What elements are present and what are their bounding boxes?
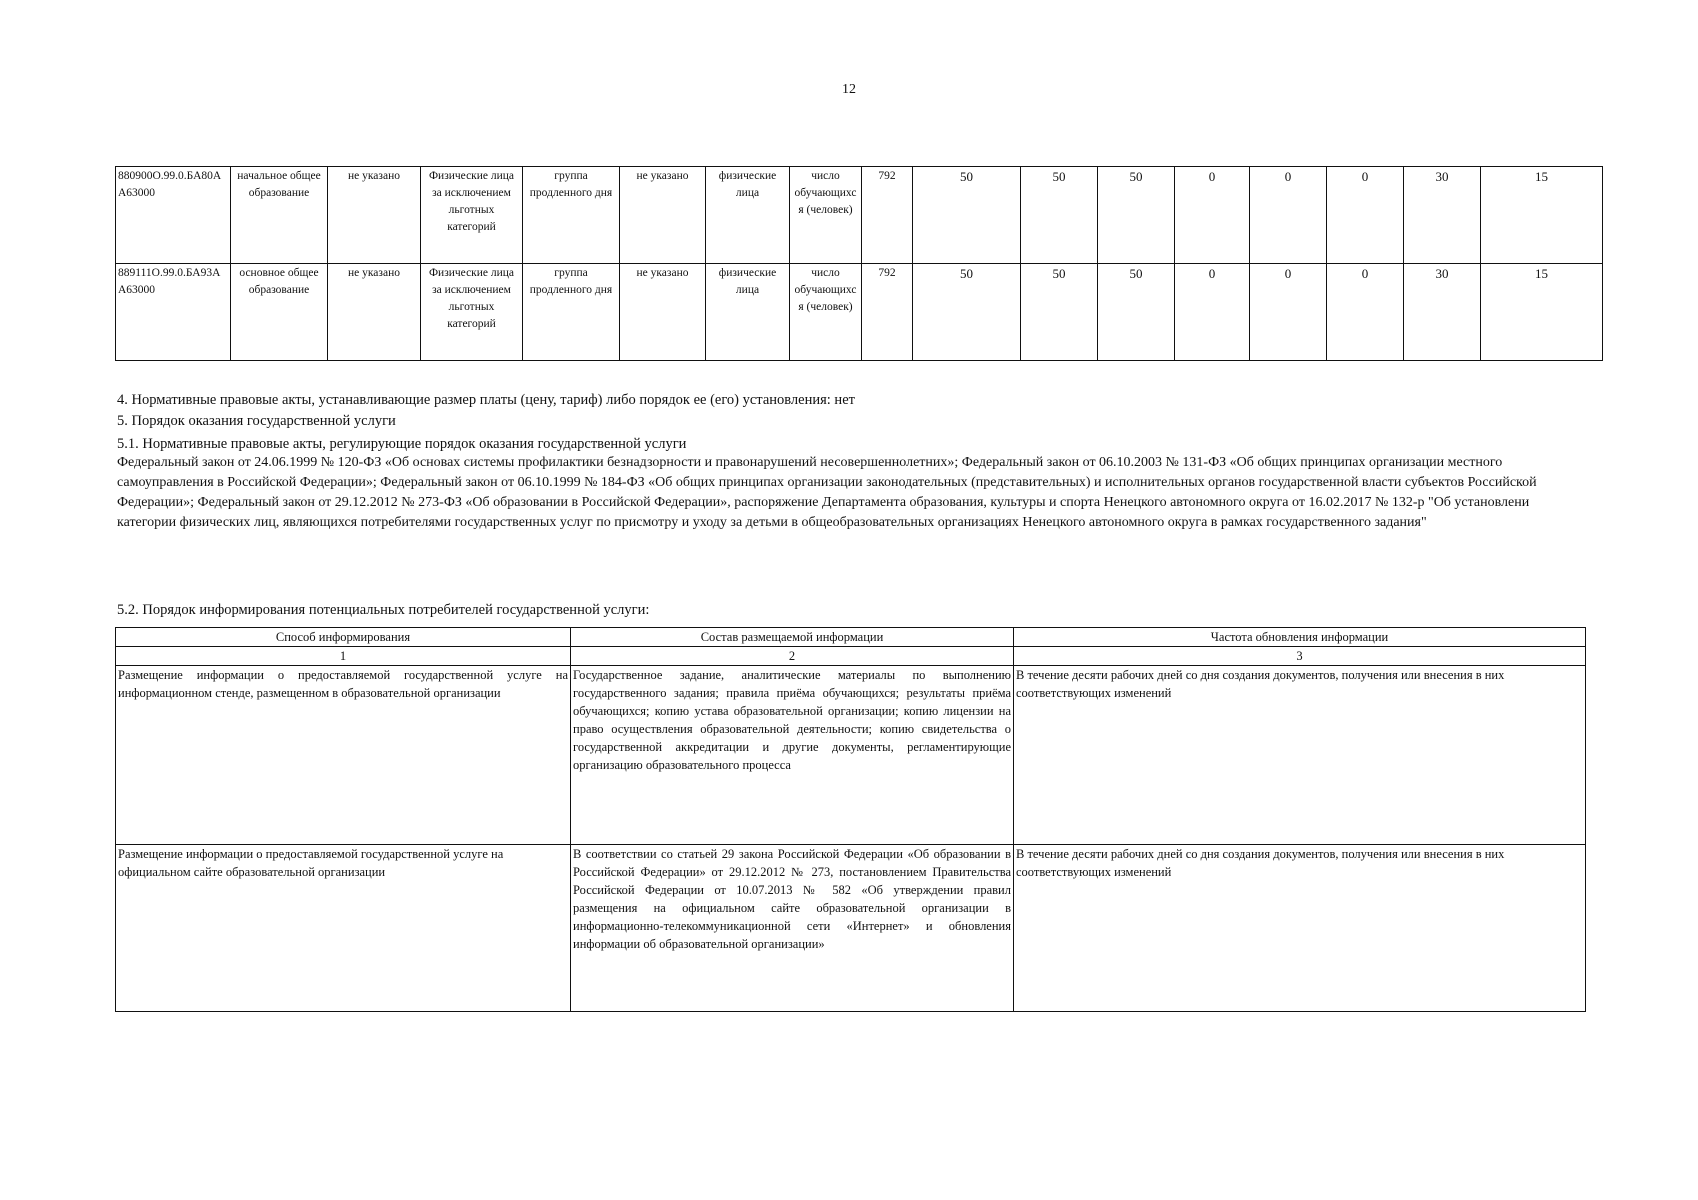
okei-code-cell: 792 <box>862 167 913 264</box>
value-cell: 50 <box>913 167 1021 264</box>
value-cell: 30 <box>1404 264 1481 361</box>
value-cell: 0 <box>1175 167 1250 264</box>
education-level-cell: начальное общее образование <box>231 167 328 264</box>
section-4-fees: 4. Нормативные правовые акты, устанавливающие размер платы (цену, тариф) либо порядок ее (его) установления: нет <box>117 392 855 408</box>
registry-code-cell: 880900О.99.0.БА80АА63000 <box>116 167 231 264</box>
group-cell: группа продленного дня <box>523 264 620 361</box>
column-number: 3 <box>1014 647 1586 666</box>
value-cell: 0 <box>1250 264 1327 361</box>
person-type-cell: физические лица <box>706 264 790 361</box>
regulatory-acts-text: Федеральный закон от 24.06.1999 № 120-ФЗ «Об основах системы профилактики безнадзорности и правонарушений несовершеннолетних»; Федеральный закон от 06.10.2003 № 131-ФЗ «Об общих принципах организации местного самоуправления в Российской Федерации»; Федеральный закон от 06.10.1999 № 184-ФЗ «Об общих принципах организации законодательных (представительных) и исполнительных органов государственной власти субъектов Российской Федерации»; Федеральный закон от 29.12.2012 № 273-ФЗ «Об образовании в Российской Федерации», распоряжение Департамента образования, культуры и спорта Ненецкого автономного округа от 16.02.2017 № 132-р "Об установлени категории физических лиц, являющихся потребителями государственных услуг по присмотру и уходу за детьми в общеобразовательных организациях Ненецкого автономного округа в рамках государственного задания" <box>117 455 1537 530</box>
column-number-row <box>116 647 1586 666</box>
unspecified-cell: не указано <box>328 264 421 361</box>
service-volume-table <box>115 166 1603 361</box>
person-type-cell: физические лица <box>706 167 790 264</box>
content-cell: В соответствии со статьей 29 закона Российской Федерации «Об образовании в Российской Федерации» от 29.12.2012 № 273, постановлением Правительства Российской Федерации от 10.07.2013 № 582 «Об утверждении правил размещения на официальном сайте образовательной организации в информационно-телекоммуникационной сети «Интернет» и обновления информации об образовательной организации» <box>571 845 1014 1012</box>
value-cell: 15 <box>1481 167 1603 264</box>
value-cell: 0 <box>1250 167 1327 264</box>
consumer-category-cell: Физические лица за исключением льготных категорий <box>421 167 523 264</box>
group-cell: группа продленного дня <box>523 167 620 264</box>
section-5-heading: 5. Порядок оказания государственной услуги <box>117 413 396 429</box>
education-level-cell: основное общее образование <box>231 264 328 361</box>
value-cell: 30 <box>1404 167 1481 264</box>
method-cell: Размещение информации о предоставляемой государственной услуге на информационном стенде, размещенном в образовательной организации <box>116 666 571 845</box>
value-cell: 50 <box>1098 167 1175 264</box>
method-cell: Размещение информации о предоставляемой государственной услуге на официальном сайте образовательной организации <box>116 845 571 1012</box>
value-cell: 50 <box>1021 264 1098 361</box>
frequency-cell: В течение десяти рабочих дней со дня создания документов, получения или внесения в них соответствующих изменений <box>1014 845 1586 1012</box>
section-5-2-heading: 5.2. Порядок информирования потенциальных потребителей государственной услуги: <box>117 602 650 618</box>
value-cell: 50 <box>1021 167 1098 264</box>
value-cell: 50 <box>913 264 1021 361</box>
column-number: 2 <box>571 647 1014 666</box>
okei-code-cell: 792 <box>862 264 913 361</box>
table-row <box>116 845 1586 1012</box>
frequency-cell: В течение десяти рабочих дней со дня создания документов, получения или внесения в них соответствующих изменений <box>1014 666 1586 845</box>
indicator-cell: число обучающихся (человек) <box>790 167 862 264</box>
value-cell: 0 <box>1327 264 1404 361</box>
consumer-category-cell: Физические лица за исключением льготных категорий <box>421 264 523 361</box>
table-row <box>116 264 1603 361</box>
page-number: 12 <box>842 82 856 97</box>
column-number: 1 <box>116 647 571 666</box>
value-cell: 15 <box>1481 264 1603 361</box>
registry-code-cell: 889111О.99.0.БА93АА63000 <box>116 264 231 361</box>
content-cell: Государственное задание, аналитические материалы по выполнению государственного задания; правила приёма обучающихся; результаты приёма обучающихся; копию устава образовательной организации; копию лицензии на право осуществления образовательной деятельности; копию свидетельства о государственной аккредитации и другие документы, регламентирующие организацию образовательного процесса <box>571 666 1014 845</box>
table-row <box>116 167 1603 264</box>
value-cell: 50 <box>1098 264 1175 361</box>
column-header: Способ информирования <box>116 628 571 647</box>
value-cell: 0 <box>1175 264 1250 361</box>
unspecified-cell: не указано <box>620 167 706 264</box>
column-header: Частота обновления информации <box>1014 628 1586 647</box>
column-header: Состав размещаемой информации <box>571 628 1014 647</box>
section-5-1-heading: 5.1. Нормативные правовые акты, регулирующие порядок оказания государственной услуги <box>117 436 687 452</box>
unspecified-cell: не указано <box>620 264 706 361</box>
information-methods-table <box>115 627 1586 1012</box>
value-cell: 0 <box>1327 167 1404 264</box>
table-header-row <box>116 628 1586 647</box>
unspecified-cell: не указано <box>328 167 421 264</box>
indicator-cell: число обучающихся (человек) <box>790 264 862 361</box>
table-row <box>116 666 1586 845</box>
